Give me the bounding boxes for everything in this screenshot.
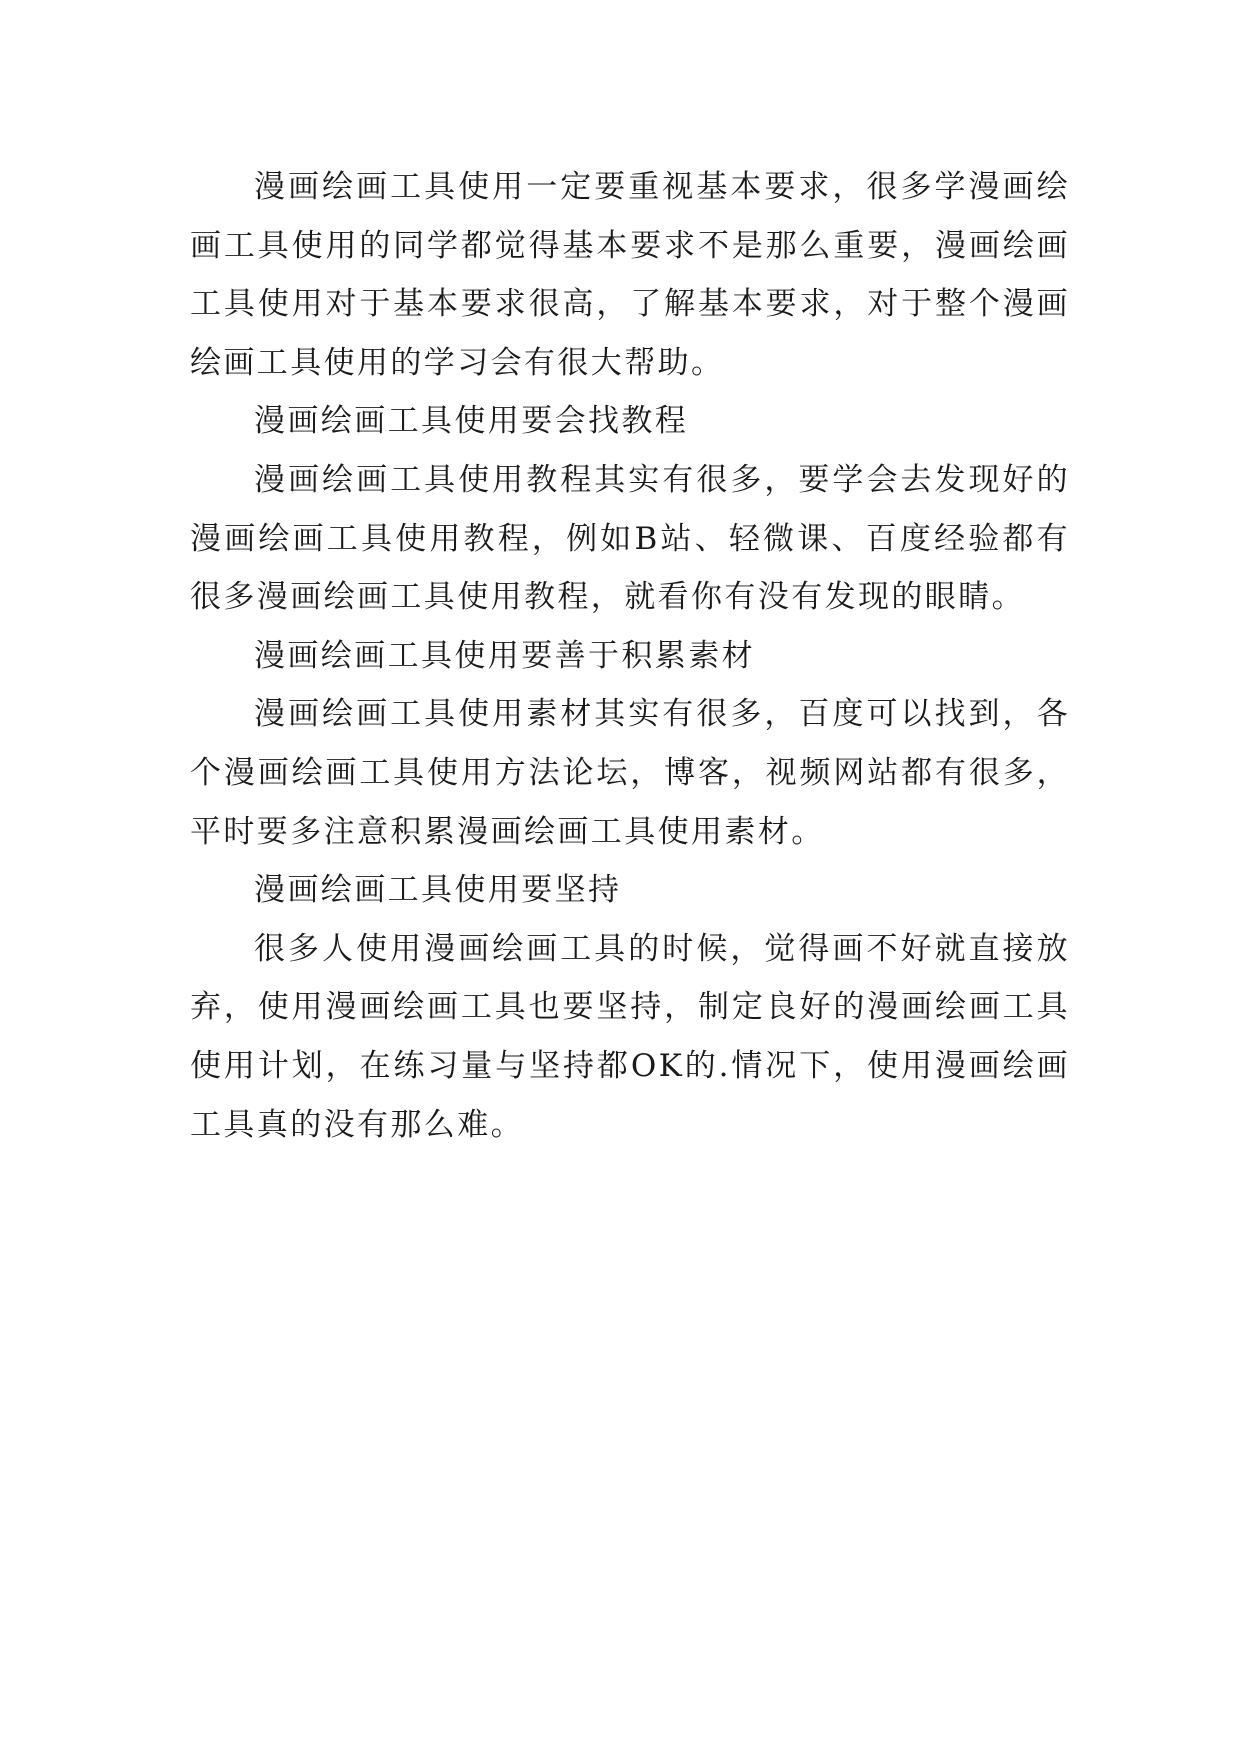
heading-accumulate-materials: 漫画绘画工具使用要善于积累素材 <box>254 637 755 674</box>
document-body <box>190 158 1070 1154</box>
heading-persistence: 漫画绘画工具使用要坚持 <box>254 872 622 909</box>
paragraph-tutorials: 漫画绘画工具使用教程其实有很多，要学会去发现好的漫画绘画工具使用教程，例如B站、轻微课、百度经验都有很多漫画绘画工具使用教程，就看你有没有发现的眼睛。 <box>190 461 1070 616</box>
heading-find-tutorials: 漫画绘画工具使用要会找教程 <box>254 403 689 440</box>
paragraph-materials: 漫画绘画工具使用素材其实有很多，百度可以找到，各个漫画绘画工具使用方法论坛，博客，视频网站都有很多，平时要多注意积累漫画绘画工具使用素材。 <box>190 696 1070 850</box>
paragraph-persistence: 很多人使用漫画绘画工具的时候，觉得画不好就直接放弃，使用漫画绘画工具也要坚持，制定良好的漫画绘画工具使用计划，在练习量与坚持都OK的.情况下，使用漫画绘画工具真的没有那么难。 <box>190 930 1070 1143</box>
paragraph-basic-requirements: 漫画绘画工具使用一定要重视基本要求，很多学漫画绘画工具使用的同学都觉得基本要求不是那么重要，漫画绘画工具使用对于基本要求很高，了解基本要求，对于整个漫画绘画工具使用的学习会有很大帮助。 <box>190 169 1070 381</box>
